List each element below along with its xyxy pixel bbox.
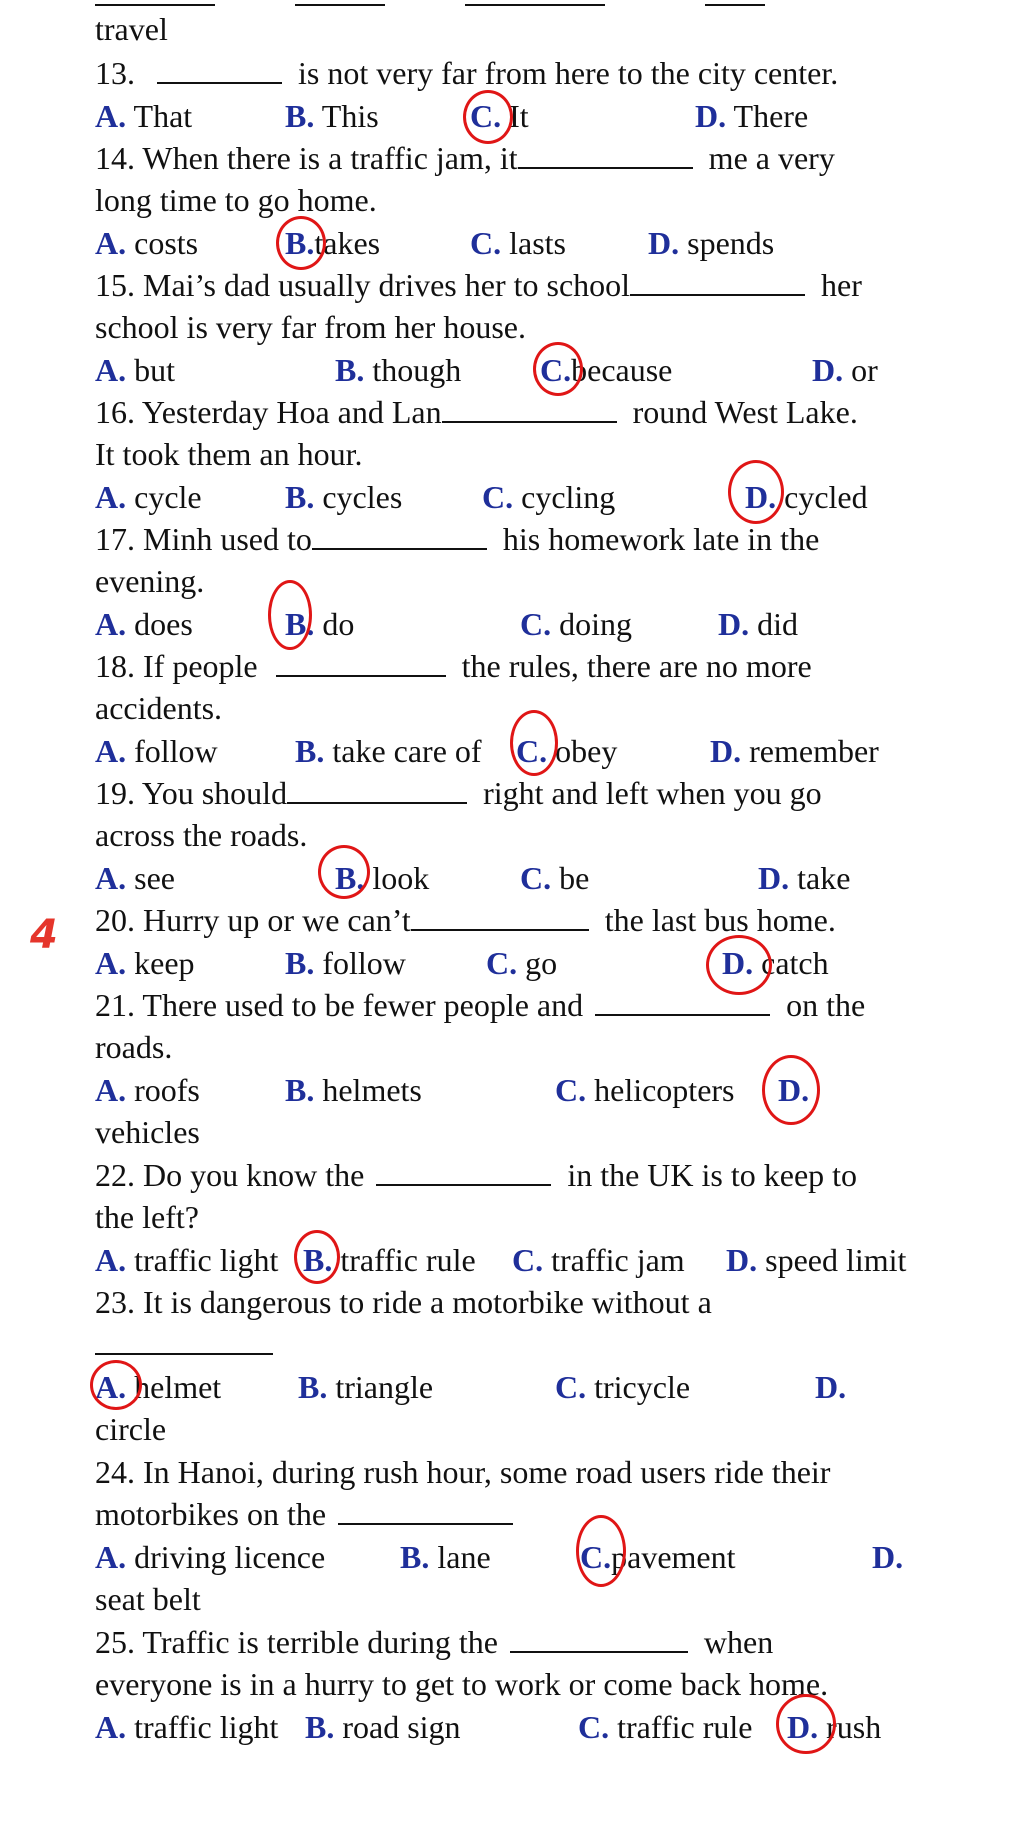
q25-option-a[interactable]: A. traffic light bbox=[95, 1709, 279, 1745]
answer-circle-24 bbox=[576, 1515, 626, 1587]
question-15-line-2: school is very far from her house. bbox=[95, 309, 526, 345]
question-18-line-2: accidents. bbox=[95, 690, 223, 726]
q17-option-d[interactable]: D. did bbox=[718, 606, 798, 642]
question-23-line-1: 23. It is dangerous to ride a motorbike without a bbox=[95, 1284, 712, 1320]
q21-option-a[interactable]: A. roofs bbox=[95, 1072, 200, 1108]
q15-option-c[interactable]: C.because bbox=[540, 352, 673, 388]
q16-option-d[interactable]: D. cycled bbox=[745, 479, 868, 515]
q23-option-d-text: circle bbox=[95, 1411, 167, 1447]
question-25-line-1: 25. Traffic is terrible during the when bbox=[95, 1624, 774, 1660]
answer-circle-15 bbox=[533, 342, 583, 396]
q20-option-d[interactable]: D. catch bbox=[722, 945, 829, 981]
answer-circle-18 bbox=[510, 710, 558, 776]
q16-option-c[interactable]: C. cycling bbox=[482, 479, 616, 515]
question-22-line-1: 22. Do you know the in the UK is to keep to bbox=[95, 1157, 858, 1193]
question-13-line-1: 13. is not very far from here to the city center. bbox=[95, 55, 839, 91]
top-word: travel bbox=[95, 11, 168, 47]
q25-option-b[interactable]: B. road sign bbox=[305, 1709, 461, 1745]
q15-option-a[interactable]: A. but bbox=[95, 352, 175, 388]
answer-circle-25 bbox=[776, 1694, 836, 1754]
answer-circle-17 bbox=[268, 580, 312, 650]
q24-option-b[interactable]: B. lane bbox=[400, 1539, 491, 1575]
answer-circle-22 bbox=[294, 1230, 340, 1284]
question-24-line-2: motorbikes on the bbox=[95, 1493, 521, 1535]
question-16-line-1: 16. Yesterday Hoa and Lan round West Lake. bbox=[95, 394, 858, 430]
question-21-line-1: 21. There used to be fewer people and on the bbox=[95, 987, 866, 1023]
question-19-line-1: 19. You should right and left when you go bbox=[95, 775, 822, 811]
q16-option-a[interactable]: A. cycle bbox=[95, 479, 202, 515]
q17-option-b[interactable]: B. do bbox=[285, 606, 355, 642]
q25-option-c[interactable]: C. traffic rule bbox=[578, 1709, 753, 1745]
q21-option-b[interactable]: B. helmets bbox=[285, 1072, 422, 1108]
q18-option-c[interactable]: C. obey bbox=[516, 733, 618, 769]
q14-option-b[interactable]: B.takes bbox=[285, 225, 381, 261]
answer-circle-19 bbox=[318, 845, 370, 899]
question-14-line-2: long time to go home. bbox=[95, 182, 377, 218]
q13-option-a[interactable]: A. That bbox=[95, 98, 193, 134]
q24-option-d-text: seat belt bbox=[95, 1581, 201, 1617]
q19-option-b[interactable]: B. look bbox=[335, 860, 430, 896]
question-17-line-1: 17. Minh used to his homework late in the bbox=[95, 521, 820, 557]
q22-option-b[interactable]: B. traffic rule bbox=[303, 1242, 476, 1278]
q17-option-c[interactable]: C. doing bbox=[520, 606, 632, 642]
q17-option-a[interactable]: A. does bbox=[95, 606, 193, 642]
answer-circle-13 bbox=[463, 90, 513, 144]
cut-off-previous-line bbox=[95, 0, 765, 16]
q14-option-d[interactable]: D. spends bbox=[648, 225, 775, 261]
q18-option-b[interactable]: B. take care of bbox=[295, 733, 482, 769]
q24-option-d-letter[interactable]: D. bbox=[872, 1539, 904, 1575]
q20-option-c[interactable]: C. go bbox=[486, 945, 558, 981]
q21-option-c[interactable]: C. helicopters bbox=[555, 1072, 735, 1108]
question-24-line-1: 24. In Hanoi, during rush hour, some road users ride their bbox=[95, 1454, 831, 1490]
q14-option-c[interactable]: C. lasts bbox=[470, 225, 566, 261]
question-22-line-2: the left? bbox=[95, 1199, 199, 1235]
q25-option-d[interactable]: D. rush bbox=[787, 1709, 882, 1745]
question-25-line-2: everyone is in a hurry to get to work or come back home. bbox=[95, 1666, 829, 1702]
q24-option-c[interactable]: C.pavement bbox=[580, 1539, 736, 1575]
q21-option-d-text: vehicles bbox=[95, 1114, 200, 1150]
answer-circle-14 bbox=[276, 216, 326, 270]
q14-option-a[interactable]: A. costs bbox=[95, 225, 199, 261]
q13-option-c[interactable]: C. It bbox=[470, 98, 529, 134]
question-20-line-1: 20. Hurry up or we can’t the last bus home. bbox=[95, 902, 836, 938]
q19-option-a[interactable]: A. see bbox=[95, 860, 175, 896]
question-14-line-1: 14. When there is a traffic jam, it me a very bbox=[95, 140, 835, 176]
q22-option-a[interactable]: A. traffic light bbox=[95, 1242, 279, 1278]
answer-circle-16 bbox=[728, 460, 784, 524]
q20-option-b[interactable]: B. follow bbox=[285, 945, 406, 981]
question-17-line-2: evening. bbox=[95, 563, 205, 599]
q23-option-c[interactable]: C. tricycle bbox=[555, 1369, 691, 1405]
q18-option-d[interactable]: D. remember bbox=[710, 733, 879, 769]
q15-option-d[interactable]: D. or bbox=[812, 352, 878, 388]
question-19-line-2: across the roads. bbox=[95, 817, 308, 853]
q23-option-a[interactable]: A. helmet bbox=[95, 1369, 222, 1405]
q16-option-b[interactable]: B. cycles bbox=[285, 479, 403, 515]
q22-option-d[interactable]: D. speed limit bbox=[726, 1242, 907, 1278]
question-23-blank bbox=[95, 1323, 273, 1365]
q23-option-b[interactable]: B. triangle bbox=[298, 1369, 434, 1405]
q22-option-c[interactable]: C. traffic jam bbox=[512, 1242, 685, 1278]
question-18-line-1: 18. If people the rules, there are no more bbox=[95, 648, 812, 684]
question-16-line-2: It took them an hour. bbox=[95, 436, 363, 472]
question-21-line-2: roads. bbox=[95, 1029, 173, 1065]
q23-option-d-letter[interactable]: D. bbox=[815, 1369, 847, 1405]
q13-option-b[interactable]: B. This bbox=[285, 98, 379, 134]
q13-option-d[interactable]: D. There bbox=[695, 98, 809, 134]
q15-option-b[interactable]: B. though bbox=[335, 352, 462, 388]
q21-option-d-letter[interactable]: D. bbox=[778, 1072, 810, 1108]
answer-circle-23 bbox=[90, 1360, 142, 1410]
answer-circle-21 bbox=[762, 1055, 820, 1125]
q19-option-d[interactable]: D. take bbox=[758, 860, 851, 896]
q24-option-a[interactable]: A. driving licence bbox=[95, 1539, 326, 1575]
page-marker: 4 bbox=[30, 912, 58, 958]
q20-option-a[interactable]: A. keep bbox=[95, 945, 195, 981]
q19-option-c[interactable]: C. be bbox=[520, 860, 590, 896]
q18-option-a[interactable]: A. follow bbox=[95, 733, 218, 769]
question-15-line-1: 15. Mai’s dad usually drives her to school her bbox=[95, 267, 862, 303]
